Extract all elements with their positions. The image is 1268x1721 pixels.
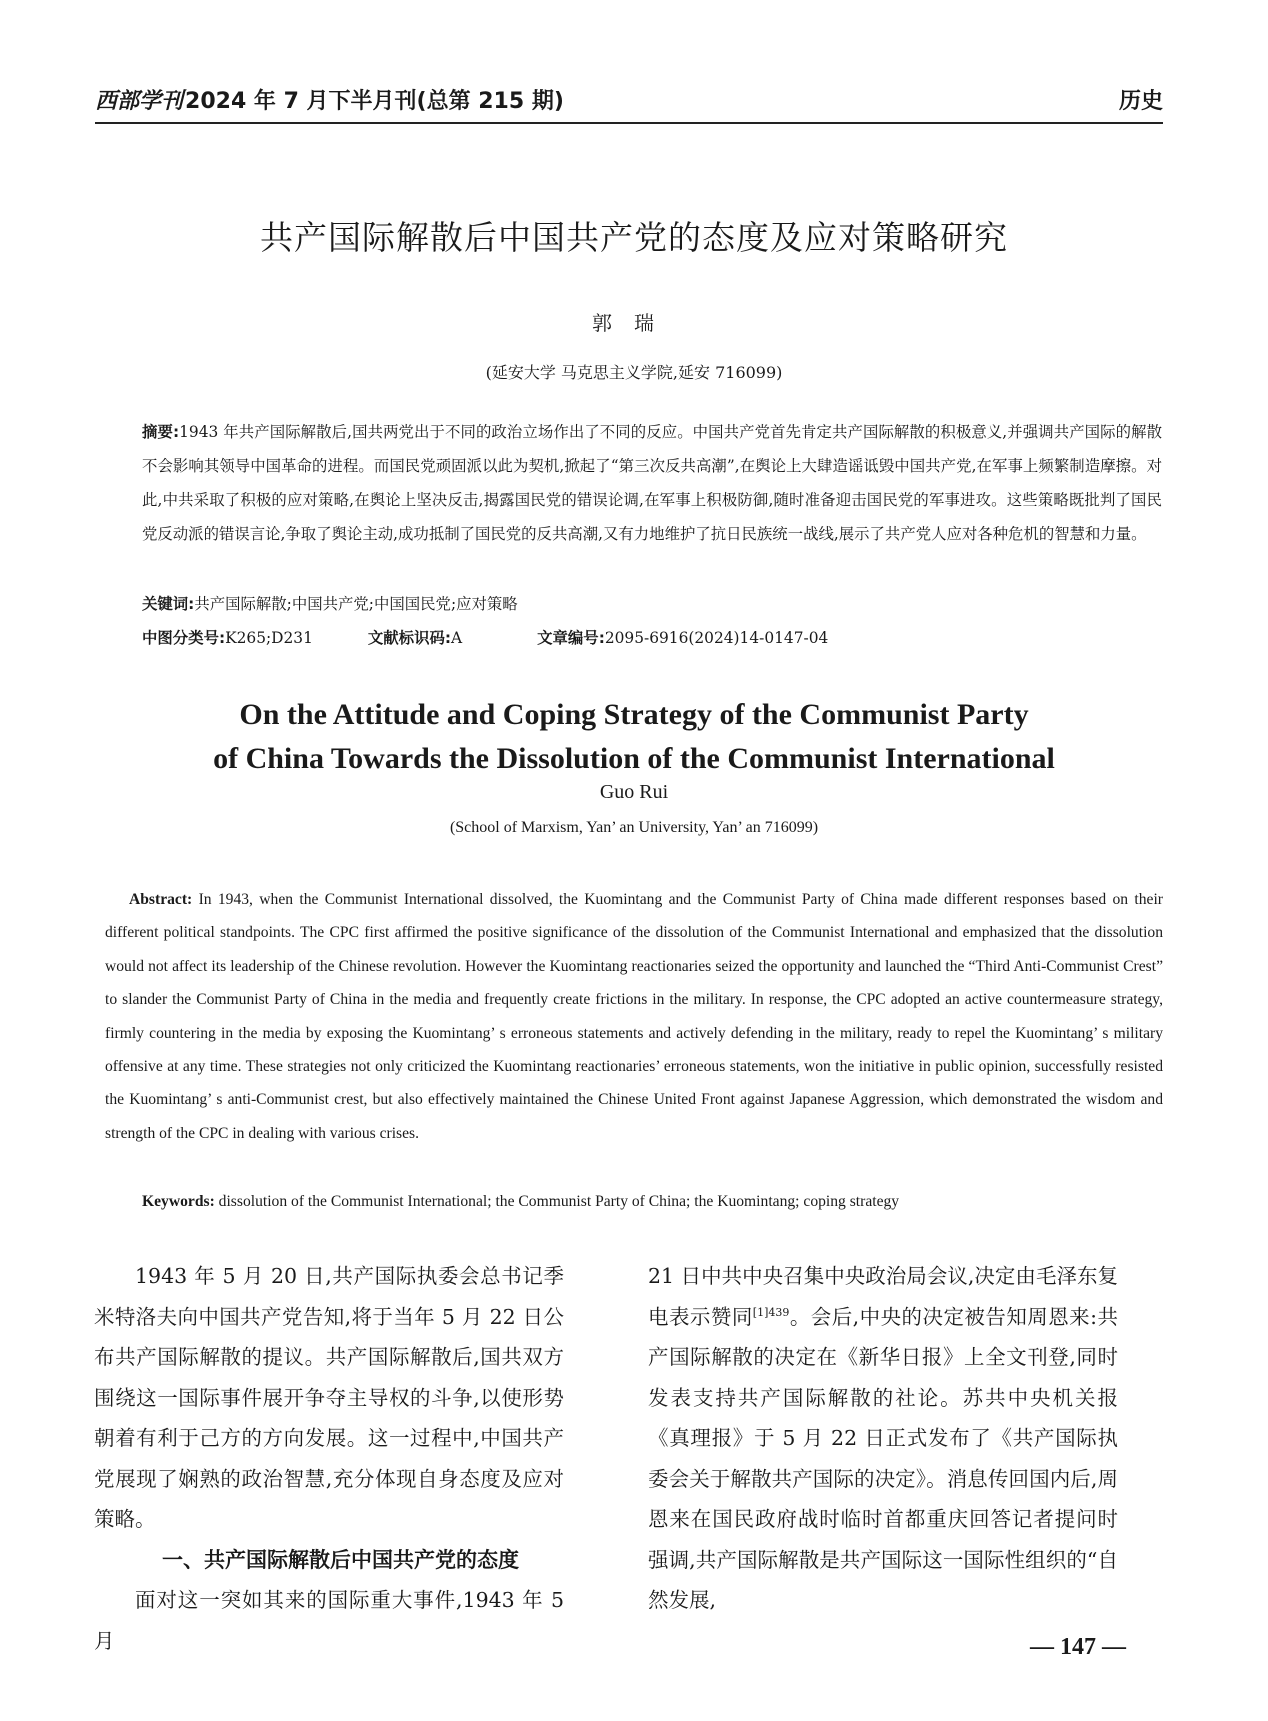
keywords-en [142,1185,1162,1218]
section-label: 历史 [1118,89,1163,114]
paper-title-cn: 共产国际解散后中国共产党的态度及应对策略研究 [260,218,1008,257]
abstract-label-cn: 摘要: [142,423,180,441]
clc-value: K265;D231 [225,629,313,647]
clc-label: 中图分类号: [142,629,226,647]
running-header [95,84,1163,124]
journal-logo: 西部学刊 [95,88,184,114]
page-number: — 147 — [1030,1634,1126,1660]
affiliation-cn: (延安大学 马克思主义学院,延安 716099) [485,363,783,382]
abstract-text-cn: 1943 年共产国际解散后,国共两党出于不同的政治立场作出了不同的反应。中国共产党首先肯定共产国际解散的积极意义,并强调共产国际的解散不会影响其领导中国革命的进程。而国民党顽固派以此为契机,掀起了“第三次反共高潮”,在舆论上大肆造谣诋毁中国共产党,在军事上频繁制造摩擦。对此,中共采取了积极的应对策略,在舆论上坚决反击,揭露国民党的错误论调,在军事上积极防御,随时准备迎击国民党的军事进攻。这些策略既批判了国民党反动派的错误言论,争取了舆论主动,成功抵制了国民党的反共高潮,又有力地维护了抗日民族统一战线,展示了共产党人应对各种危机的智慧和力量。 [142,423,1162,543]
article-no-label: 文章编号: [537,629,605,647]
article-no-value: 2095-6916(2024)14-0147-04 [604,629,829,647]
body-column-right [648,1256,1118,1621]
title-en-line-2: of China Towards the Dissolution of the Communist International [213,742,1055,775]
body-paragraph: 1943 年 5 月 20 日,共产国际执委会总书记季米特洛夫向中国共产党告知,将于当年 5 月 22 日公布共产国际解散的提议。共产国际解散后,国共双方围绕这一国际事件展开争夺主导权的斗争,以使形势朝着有利于己方的方向发展。这一过程中,中国共产党展现了娴熟的政治智慧,充分体现自身态度及应对策略。 [94,1264,564,1531]
keywords-text-cn: 共产国际解散;中国共产党;中国国民党;应对策略 [194,595,518,613]
paper-title-en [0,693,1268,781]
abstract-text-en: In 1943, when the Communist International dissolved, the Kuomintang and the Communist Party of China made different responses based on their different political standpoints. The CPC first affirmed the positive significance of the dissolution of the Communist International and emphasized that the dissolution would not affect its leadership of the Chinese revolution. However the Kuomintang reactionaries seized the opportunity and launched the “Third Anti-Communist Crest” to slander the Communist Party of China in the media and frequently create frictions in the military. In response, the CPC adopted an active countermeasure strategy, firmly countering in the media by exposing the Kuomintang’ s erroneous statements and actively defending in the military, ready to repel the Kuomintang’ s military offensive at any time. These strategies not only criticized the Kuomintang reactionaries’ erroneous statements, won the initiative in public opinion, successfully resisted the Kuomintang’ s anti-Communist crest, but also effectively maintained the Chinese United Front against Japanese Aggression, which demonstrated the wisdom and strength of the CPC in dealing with various crises. [105,891,1163,1142]
affiliation-en: (School of Marxism, Yan’ an University, Yan’ an 716099) [449,819,819,836]
author-cn: 郭瑞 [592,311,676,335]
body-text: 21 日中共中央召集中央政治局会议,决定由毛泽东复电表示赞同 [648,1264,1118,1329]
body-text: 。会后,中央的决定被告知周恩来:共产国际解散的决定在《新华日报》上全文刊登,同时发表支持共产国际解散的社论。苏共中央机关报《真理报》于 5 月 22 日正式发布了《共产国际执委会关于解散共产国际的决定》。消息传回国内后,周恩来在国民政府战时临时首都重庆回答记者提问时强调,共产国际解散是共产国际这一国际性组织的“自然发展, [648,1304,1118,1612]
title-en-line-1: On the Attitude and Coping Strategy of the Communist Party [239,698,1029,731]
keywords-label-en: Keywords: [142,1193,215,1210]
issue-label: 2024 年 7 月下半月刊(总第 215 期) [185,89,564,114]
abstract-cn [142,415,1162,551]
journal-issue-line [95,84,564,115]
abstract-en [105,883,1163,1150]
header-divider [95,122,1163,124]
section-heading: 一、共产国际解散后中国共产党的态度 [162,1547,519,1572]
keywords-cn [142,587,1162,621]
classification-line [142,621,1162,655]
doc-code-value: A [451,629,463,647]
keywords-text-en: dissolution of the Communist International; the Communist Party of China; the Kuomintang; coping strategy [218,1193,900,1210]
abstract-label-en: Abstract: [129,891,193,908]
author-en: Guo Rui [599,781,669,803]
body-paragraph: 面对这一突如其来的国际重大事件,1943 年 5 月 [94,1588,564,1653]
citation-marker: [1]439 [752,1305,790,1319]
keywords-label-cn: 关键词: [142,595,195,613]
body-paragraph [648,1256,1118,1621]
doc-code-label: 文献标识码: [367,629,451,647]
body-column-left [94,1256,564,1661]
